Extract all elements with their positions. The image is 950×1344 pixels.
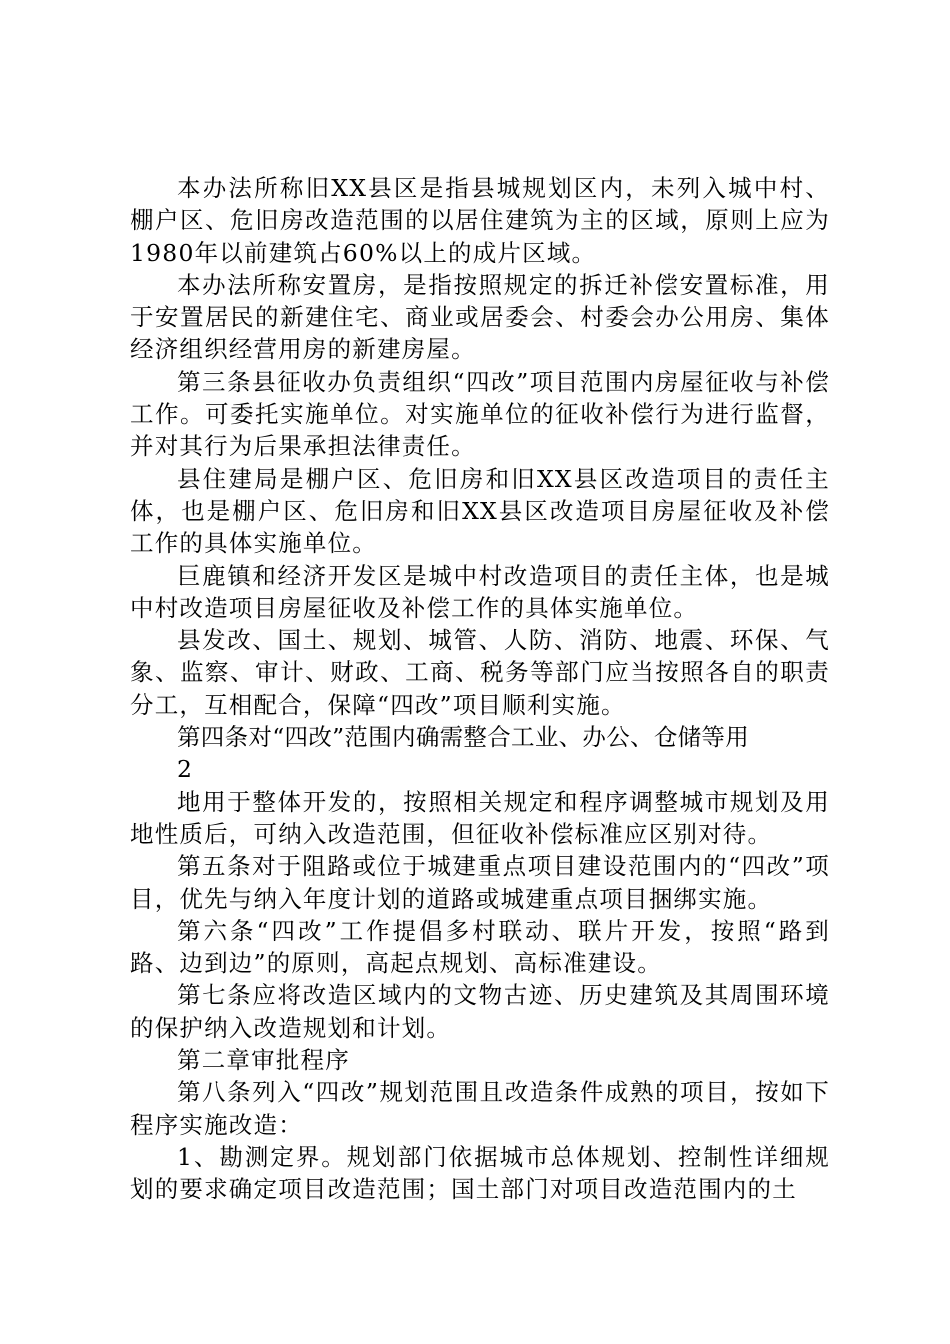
document-body <box>130 172 830 1206</box>
chapter-heading: 第二章审批程序 <box>177 1046 350 1075</box>
paragraph-departments: 县发改、国土、规划、城管、人防、消防、地震、环保、气象、监察、审计、财政、工商、税务等部门应当按照各自的职责分工，互相配合，保障“四改”项目顺利实施。 <box>130 626 830 719</box>
paragraph-survey-item: 1、勘测定界。规划部门依据城市总体规划、控制性详细规划的要求确定项目改造范围；国土部门对项目改造范围内的土 <box>130 1142 830 1204</box>
paragraph-article-7: 第七条应将改造区域内的文物古迹、历史建筑及其周围环境的保护纳入改造规划和计划。 <box>130 981 830 1042</box>
paragraph-julu-town: 巨鹿镇和经济开发区是城中村改造项目的责任主体，也是城中村改造项目房屋征收及补偿工作的具体实施单位。 <box>130 561 830 622</box>
paragraph-article-5: 第五条对于阻路或位于城建重点项目建设范围内的“四改”项目，优先与纳入年度计划的道路或城建重点项目捆绑实施。 <box>130 852 830 913</box>
paragraph-article-8: 第八条列入“四改”规划范围且改造条件成熟的项目，按如下程序实施改造： <box>130 1078 830 1139</box>
page-number: 2 <box>177 755 193 784</box>
paragraph-article-4-start: 第四条对“四改”范围内确需整合工业、办公、仓储等用 <box>177 723 750 752</box>
paragraph-old-district-definition: 本办法所称旧XX县区是指县城规划区内，未列入城中村、棚户区、危旧房改造范围的以居住建筑为主的区域，原则上应为1980年以前建筑占60%以上的成片区域。 <box>130 174 830 267</box>
paragraph-housing-bureau: 县住建局是棚户区、危旧房和旧XX县区改造项目的责任主体，也是棚户区、危旧房和旧XX县区改造项目房屋征收及补偿工作的具体实施单位。 <box>130 464 830 558</box>
paragraph-article-6: 第六条“四改”工作提倡多村联动、联片开发，按照“路到路、边到边”的原则，高起点规划、高标准建设。 <box>130 916 830 978</box>
paragraph-resettlement-housing-definition: 本办法所称安置房，是指按照规定的拆迁补偿安置标准，用于安置居民的新建住宅、商业或居委会、村委会办公用房、集体经济组织经营用房的新建房屋。 <box>130 270 830 364</box>
paragraph-article-3: 第三条县征收办负责组织“四改”项目范围内房屋征收与补偿工作。可委托实施单位。对实施单位的征收补偿行为进行监督，并对其行为后果承担法律责任。 <box>130 367 830 461</box>
paragraph-article-4-continued: 地用于整体开发的，按照相关规定和程序调整城市规划及用地性质后，可纳入改造范围，但征收补偿标准应区别对待。 <box>130 787 830 848</box>
